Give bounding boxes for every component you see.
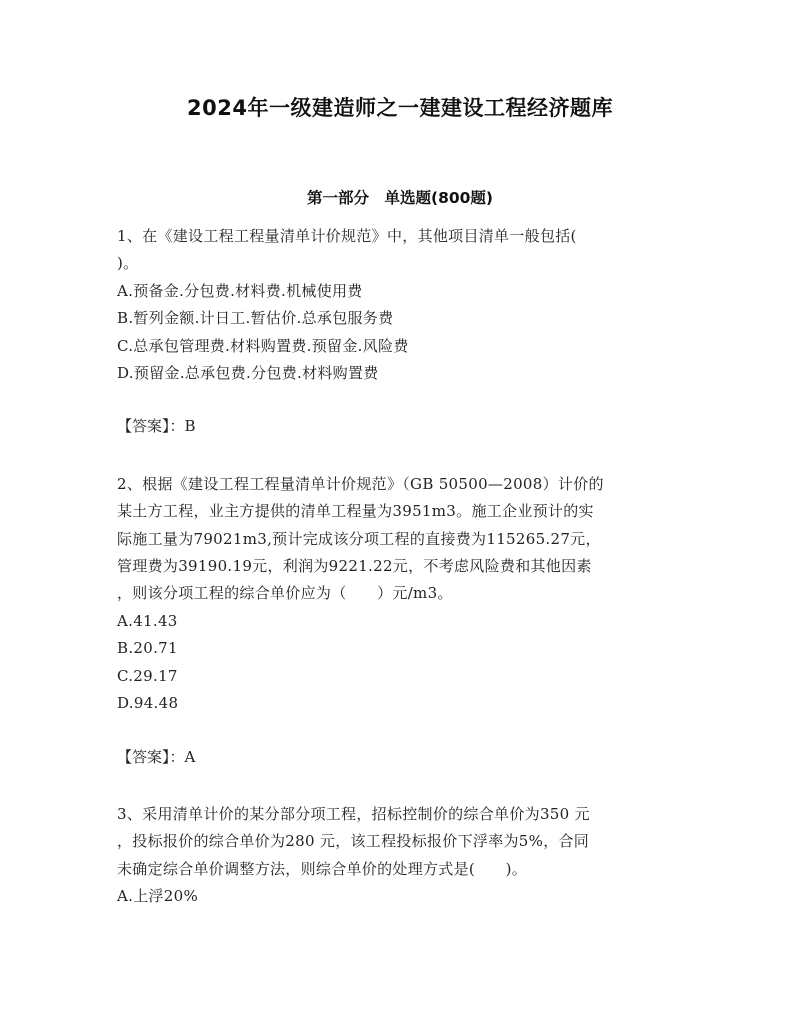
option-a: A.上浮20% — [117, 887, 199, 906]
question-text-line: 2、根据《建设工程工程量清单计价规范》（GB 50500—2008）计价的 — [117, 474, 604, 493]
document-title: 2024年一级建造师之一建建设工程经济题库 — [187, 96, 613, 120]
option-d: D.预留金.总承包费.分包费.材料购置费 — [117, 364, 379, 383]
answer-1: 【答案】：B — [117, 417, 196, 436]
question-list — [117, 223, 687, 911]
option-d: D.94.48 — [117, 694, 179, 713]
question-2 — [117, 471, 687, 718]
question-text-line: 未确定综合单价调整方法，则综合单价的处理方式是( )。 — [117, 859, 528, 878]
section-heading: 第一部分 单选题(800题) — [306, 189, 494, 207]
option-b: B.20.71 — [117, 639, 178, 658]
option-c: C.29.17 — [117, 666, 178, 685]
question-text-line: ，则该分项工程的综合单价应为（ ）元/m3。 — [117, 584, 453, 603]
answer-2: 【答案】：A — [117, 747, 196, 766]
question-text-line: )。 — [117, 254, 139, 273]
option-a: A.41.43 — [117, 611, 178, 630]
question-text-line: 某土方工程，业主方提供的清单工程量为3951m3。施工企业预计的实 — [117, 502, 594, 521]
question-text-line: 1、在《建设工程工程量清单计价规范》中，其他项目清单一般包括( — [117, 227, 577, 245]
question-1 — [117, 223, 687, 387]
option-a: A.预备金.分包费.材料费.机械使用费 — [117, 281, 363, 300]
question-3 — [117, 801, 687, 911]
question-text-line: 管理费为39190.19元，利润为9221.22元，不考虑风险费和其他因素 — [117, 557, 592, 576]
option-b: B.暂列金额.计日工.暂估价.总承包服务费 — [117, 309, 394, 328]
option-c: C.总承包管理费.材料购置费.预留金.风险费 — [117, 336, 409, 355]
question-text-line: 际施工量为79021m3,预计完成该分项工程的直接费为115265.27元， — [117, 529, 601, 548]
question-text-line: 3、采用清单计价的某分部分项工程，招标控制价的综合单价为350 元 — [117, 804, 590, 823]
question-text-line: ，投标报价的综合单价为280 元，该工程投标报价下浮率为5%，合同 — [117, 832, 590, 851]
